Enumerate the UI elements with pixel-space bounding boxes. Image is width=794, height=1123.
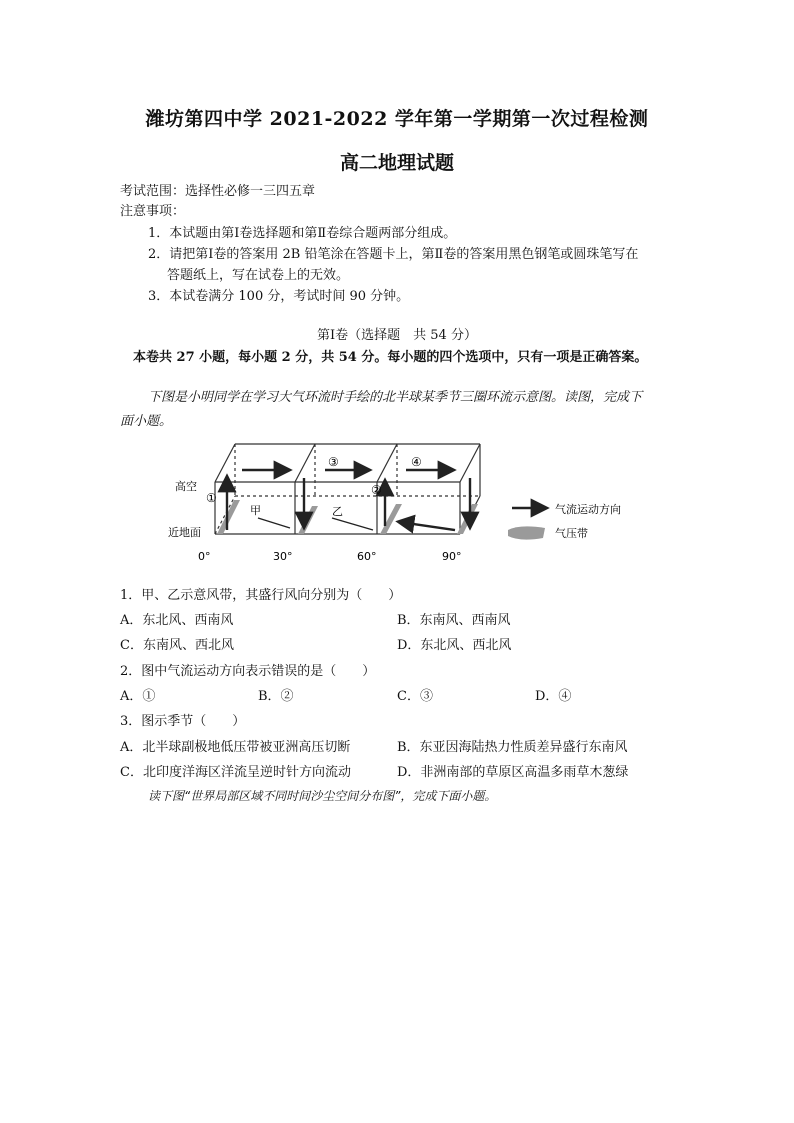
option-c: C．③ <box>397 689 433 704</box>
option-c: C．东南风、西北风 <box>120 638 234 653</box>
option-b: B．② <box>258 689 294 704</box>
option-d: D．东北风、西北风 <box>397 638 512 653</box>
belt-label-yi: 乙 <box>332 505 343 518</box>
belt-label-jia: 甲 <box>250 504 261 517</box>
question-stem: 2．图中气流运动方向表示错误的是（ ） <box>120 664 376 679</box>
exam-title: 潍坊第四中学 2021-2022 学年第一学期第一次过程检测 <box>145 108 649 130</box>
circle-label-1: ① <box>206 491 217 505</box>
circulation-diagram <box>160 438 640 570</box>
question-stem: 1．甲、乙示意风带，其盛行风向分别为（ ） <box>120 588 402 603</box>
circle-label-3: ③ <box>328 455 339 469</box>
passage-line: 面小题。 <box>120 414 173 429</box>
note-item: 答题纸上，写在试卷上的无效。 <box>167 268 350 283</box>
airflow-arrow <box>400 522 455 530</box>
exam-scope: 考试范围：选择性必修一三四五章 <box>120 184 316 199</box>
lat-label: 30° <box>273 550 293 563</box>
section-instruction: 本卷共 27 小题，每小题 2 分，共 54 分。每小题的四个选项中，只有一项是正确答案。 <box>133 350 648 365</box>
question-stem: 3．图示季节（ ） <box>120 714 246 729</box>
option-d: D．非洲南部的草原区高温多雨草木葱绿 <box>397 765 629 780</box>
exam-subtitle: 高二地理试题 <box>339 152 454 174</box>
passage-line: 读下图“世界局部区域不同时间沙尘空间分布图”，完成下面小题。 <box>148 789 497 803</box>
note-item: 1．本试题由第Ⅰ卷选择题和第Ⅱ卷综合题两部分组成。 <box>148 226 457 241</box>
wind-line <box>332 518 373 530</box>
section-heading: 第Ⅰ卷（选择题 共 54 分） <box>317 328 477 343</box>
label-high-altitude: 高空 <box>175 480 197 493</box>
option-a: A．① <box>120 689 156 704</box>
option-a: A．北半球副极地低压带被亚洲高压切断 <box>120 740 351 755</box>
option-d: D．④ <box>535 689 572 704</box>
pressure-belt-shape <box>380 504 402 534</box>
passage-line: 下图是小明同学在学习大气环流时手绘的北半球某季节三圈环流示意图。读图，完成下 <box>148 390 643 405</box>
circle-label-4: ④ <box>411 455 422 469</box>
note-item: 3．本试卷满分 100 分，考试时间 90 分钟。 <box>148 289 410 304</box>
legend-pressure-icon <box>508 526 545 539</box>
pressure-belt-shape <box>217 500 240 534</box>
option-c: C．北印度洋海区洋流呈逆时针方向流动 <box>120 765 351 780</box>
pressure-belt-shape <box>298 506 318 534</box>
lat-label: 90° <box>442 550 462 563</box>
label-near-surface: 近地面 <box>168 526 201 539</box>
wind-line <box>258 518 290 528</box>
note-item: 2．请把第Ⅰ卷的答案用 2B 铅笔涂在答题卡上，第Ⅱ卷的答案用黑色钢笔或圆珠笔写在 <box>148 247 639 262</box>
lat-label: 0° <box>198 550 211 563</box>
lat-label: 60° <box>357 550 377 563</box>
notes-label: 注意事项： <box>120 204 186 219</box>
option-a: A．东北风、西南风 <box>120 613 234 628</box>
legend-pressure-label: 气压带 <box>555 527 588 540</box>
option-b: B．东亚因海陆热力性质差异盛行东南风 <box>397 740 628 755</box>
option-b: B．东南风、西南风 <box>397 613 511 628</box>
legend-airflow-label: 气流运动方向 <box>555 503 621 516</box>
circle-label-2: ② <box>371 483 382 497</box>
